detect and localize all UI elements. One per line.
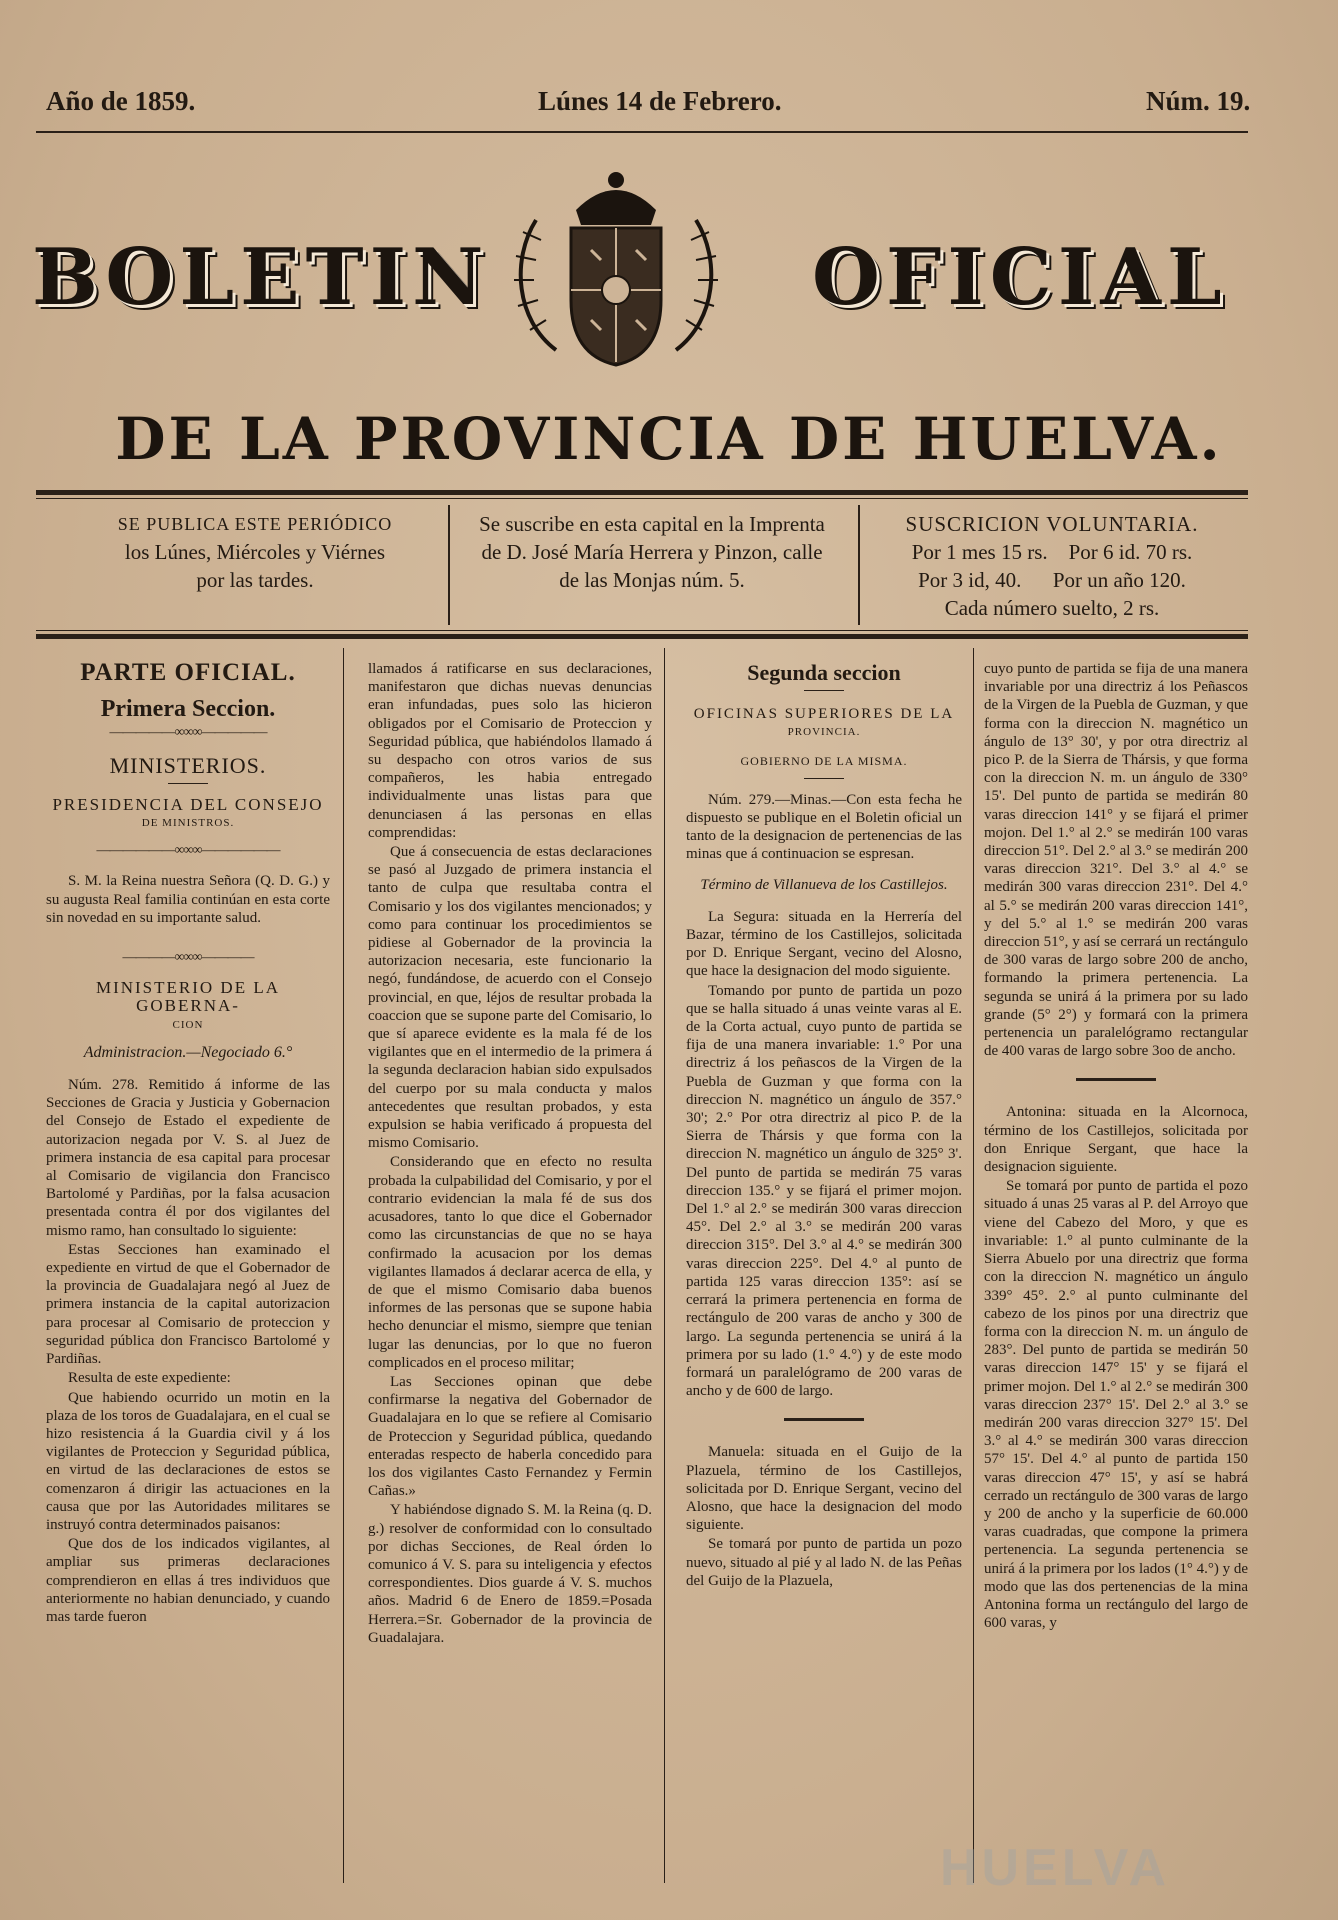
section-heading: Segunda seccion: [747, 660, 901, 685]
info-subscription-place: [452, 510, 852, 628]
info-center-line: Se suscribe en esta capital en la Imprenta: [479, 512, 825, 536]
info-divider: [858, 505, 860, 625]
info-publication: [70, 510, 440, 628]
masthead-topline: [0, 86, 1338, 126]
section-heading: MINISTERIOS.: [109, 752, 267, 778]
column-divider: [343, 648, 344, 1883]
section-heading: Primera Seccion.: [100, 696, 276, 723]
column-divider: [973, 648, 974, 1883]
info-right-line: Por 1 mes 15 rs. Por 6 id. 70 rs.: [911, 540, 1193, 564]
article-paragraph: Resulta de este expediente:: [68, 1370, 231, 1387]
issue-date: Lúnes 14 de Febrero.: [538, 86, 782, 116]
info-right-line: Por 3 id, 40. Por un año 120.: [918, 568, 1186, 592]
info-center-line: de las Monjas núm. 5.: [559, 568, 745, 592]
article-paragraph: Manuela: situada en el Guijo de la Plazuela, término de los Castillejos, solicitada por D. Enrique Sergant, vecino del Alosno, que hace la designacion del modo siguiente.: [686, 1444, 962, 1534]
column-divider: [664, 648, 665, 1883]
article-paragraph: La Segura: situada en la Herrería del Bazar, término de los Castillejos, solicitada por D. Enrique Sergant, vecino del Alosno, que hace la designacion del modo siguiente.: [686, 908, 962, 980]
article-paragraph: S. M. la Reina nuestra Señora (Q. D. G.) y su augusta Real familia continúan en esta corte sin novedad en su importante salud.: [46, 873, 330, 926]
ornament: —————∞∞∞—————: [109, 725, 267, 741]
short-rule: [804, 690, 844, 691]
section-separator: [1076, 1078, 1156, 1081]
info-bottom-rule: [36, 634, 1248, 639]
department-heading: OFICINAS SUPERIORES DE LA: [693, 706, 955, 723]
issue-year: Año de 1859.: [46, 86, 196, 116]
subtitle: DE LA PROVINCIA DE HUELVA.: [115, 405, 1223, 473]
column-3: [686, 660, 962, 1591]
info-center-line: de D. José María Herrera y Pinzon, calle: [481, 540, 823, 564]
ornament: ——————∞∞∞——————: [96, 843, 280, 859]
info-subscription-prices: [862, 510, 1242, 628]
short-rule: [804, 778, 844, 779]
department-heading: PRESIDENCIA DEL CONSEJO: [52, 794, 324, 814]
info-left-line: los Lúnes, Miércoles y Viérnes: [124, 540, 386, 564]
article-paragraph: Se tomará por punto de partida el pozo situado á unas 25 varas al P. del Arroyo que viene del Cabezo del Moro, y que es invariable: 1.° al punto culminante de la Sierra Abuelo por una directriz que forma con la direccion N. magnético un ángulo 339° 45°. 2.° al punto culminante del cabezo de los pinos por una directriz que forma con la direccion N. m. un ángulo de 283°. Del punto de partida se medirán 50 varas direccion 147° 15' y se fijará el primer mojon. Del 1.° al 2.° se medirán 300 varas direccion 237° 15'. Del 2.° al 3.° se medirán 200 varas direccion 327° 15'. Del 3.° al 4.° se medirán 300 varas direccion 57° 15'. Del 4.° al punto de partida 150 varas direccion 47° 15', y así se habrá cerrado un rectángulo de 300 varas de largo y 200 de ancho y la superficie de 60.000 varas cuadradas, que compone la primera pertenencia. La segunda pertenencia se unirá á la primera por los lados (1° 4.°) y de modo que las dos pertenencias de la mina Antonina forma un rectángulo del largo de 600 varas, y: [984, 1178, 1249, 1632]
section-separator: [784, 1418, 864, 1421]
administration-line: Administracion.—Negociado 6.°: [83, 1043, 293, 1061]
article-paragraph: Que á consecuencia de estas declaraciones se pasó al Juzgado de primera instancia el tanto de culpa que resultaba contra el Comisario y los dos vigilantes mencionados; y como para continuar los procedimientos se pidiese al Gobernador de la provincia la autorizacion necesaria, este funcionario la negó, fundándose, de acuerdo con el Consejo provincial, en que, léjos de resultar probada la coaccion que se supone parte del Comisario, lo que sí aparece evidente es la mala fé de los vigilantes que en el intermedio de la primera á la segunda declaracion habian sido expulsados del cuerpo por su mala conducta y malos antecedentes que resultan probados, y esta expulsion se habia verificado á propuesta del mismo Comisario.: [368, 844, 652, 1152]
info-left-line: SE PUBLICA ESTE PERIÓDICO: [117, 514, 393, 534]
title-right: OFICIAL: [812, 232, 1228, 323]
article-paragraph: Las Secciones opinan que debe confirmarse la negativa del Gobernador de Guadalajara en lo que se refiere al Comisario de Proteccion y Seguridad pública, quedando enteradas respecto de haberla concedido para los dos vigilantes Casto Fernandez y Fermin Cañas.»: [368, 1373, 652, 1500]
article-paragraph: Que dos de los indicados vigilantes, al ampliar sus primeras declaraciones comprendieron en ellas á tres individuos que anteriormente no habian denunciado, y cuando mas tarde fueron: [46, 1536, 330, 1625]
column-4: [984, 660, 1248, 1633]
article-paragraph: Que habiendo ocurrido un motin en la plaza de los toros de Guadalajara, en el cual se hizo resistencia á la Guardia civil y á los vigilantes de Proteccion y Seguridad pública, en virtud de las declaraciones de estos se comenzaron á dirigir las actuaciones en la causa que por las Autoridades militares se instruyó contra determinados paisanos:: [46, 1389, 330, 1533]
article-paragraph: llamados á ratificarse en sus declaraciones, manifestaron que dichas nuevas denuncias eran infundadas, pues solo las hicieron obligados por el Comisario de Proteccion y Seguridad pública, que habiéndolos llamado á su despacho con otros varios de sus compañeros, les habia entregado individualmente unas listas para que denunciasen á las personas en ellas comprendidas:: [368, 661, 652, 841]
article-paragraph: Núm. 278. Remitido á informe de las Secciones de Gracia y Justicia y Gobernacion del Consejo de Estado el expediente de autorizacion negada por V. S. al Juez de primera instancia de esa capital para procesar al Comisario de vigilancia don Francisco Bartolomé y Pardiñas, por la falsa acusacion presentada contra él por dos vigilantes del mismo ramo, han consultado lo siguiente:: [46, 1077, 330, 1239]
info-left-line: por las tardes.: [196, 568, 314, 592]
locality-heading: Término de Villanueva de los Castillejos.: [700, 876, 948, 893]
short-rule: [168, 783, 208, 784]
info-divider: [448, 505, 450, 625]
article-paragraph: Considerando que en efecto no resulta probada la culpabilidad del Comisario, y por el contrario evidencian la mala fé de sus dos acusadores, tanto lo que dice el Gobernador como las circunstancias de que no se haya confirmado la acusacion por los demas vigilantes llamados á declarar acerca de ella, y de que el mismo Comisario daba buenos informes de las personas que se supone habia hecho denunciar el mismo, siempre que tenian lugar las denuncias, por lo que no fueron complicados en el proceso militar;: [368, 1154, 652, 1371]
info-top-rule-thin: [36, 498, 1248, 499]
coat-of-arms-icon: [496, 150, 736, 390]
top-rule: [36, 131, 1248, 133]
column-2: [368, 660, 652, 1648]
info-bottom-rule-thin: [36, 630, 1248, 631]
department-subheading: GOBIERNO DE LA MISMA.: [740, 753, 908, 768]
department-subheading: DE MINISTROS.: [141, 817, 235, 830]
article-paragraph: Y habiéndose dignado S. M. la Reina (q. D. g.) resolver de conformidad con lo consultado por dichas Secciones, de Real órden lo comunico á V. S. para su inteligencia y efectos correspondientes. Dios guarde á V. S. muchos años. Madrid 6 de Enero de 1859.=Posada Herrera.=Sr. Gobernador de la provincia de Guadalajara.: [368, 1502, 652, 1646]
info-right-line: Cada número suelto, 2 rs.: [944, 596, 1160, 620]
archive-watermark: HUELVA: [940, 1839, 1171, 1897]
issue-number: Núm. 19.: [1146, 86, 1251, 116]
info-right-title: SUSCRICION VOLUNTARIA.: [905, 512, 1199, 536]
article-paragraph: Antonina: situada en la Alcornoca, término de los Castillejos, solicitada por don Enrique Sergant, que hace la designacion siguiente.: [984, 1104, 1248, 1176]
title-left: BOLETIN: [32, 232, 490, 323]
info-top-rule: [36, 490, 1248, 495]
section-heading: PARTE OFICIAL.: [80, 659, 296, 686]
article-paragraph: cuyo punto de partida se fija de una manera invariable por una directriz á los Peñascos de la Virgen de la Puebla de Guzman, y que forma con la direccion N. magnético un ángulo de 13° 30', y por otra directriz al pico P. de la Sierra de Thársis, y que forma con la direccion N. m. un ángulo de 330° 15'. Del punto de partida se medirán 80 varas direccion 141° y se fijará el primer mojon. Del 1.° al 2.° se medirán 100 varas direccion 51°. Del 2.° al 3.° se medirán 200 varas direccion 321°. Del 3.° al 4.° se medirán 300 varas direccion 231°. Del 4.° al 5.° se medirán 200 varas direccion 141°, y del 5.° al 1.° se medirán 200 varas direccion 51°, y así se cerrará un rectángulo de 300 varas de largo sobre 200 de ancho, formando la primera pertenencia. La segunda se unirá á la primera por su lado grande (5° 2°) y formará con la primera pertenencia un paralelógramo rectangular de 400 varas de largo sobre 3oo de ancho.: [984, 661, 1248, 1060]
article-paragraph: Estas Secciones han examinado el expediente en virtud de que el Gobernador de la provincia de Guadalajara negó al Juez de primera instancia de la capital autorizacion para procesar al Comisario de proteccion y seguridad pública don Francisco Bartolomé y Pardiñas.: [46, 1241, 330, 1368]
article-paragraph: Núm. 279.—Minas.—Con esta fecha he dispuesto se publique en el Boletin oficial un tanto de la designacion de pertenencias de las minas que á continuacion se espresan.: [686, 791, 962, 863]
ornament: ————∞∞∞————: [122, 950, 254, 966]
article-paragraph: Se tomará por punto de partida un pozo nuevo, situado al pié y al lado N. de las Peñas del Guijo de la Plazuela,: [686, 1536, 962, 1589]
department-subheading: PROVINCIA.: [787, 726, 861, 739]
article-paragraph: Tomando por punto de partida un pozo que se halla situado á unas veinte varas al E. de la Corta actual, cuyo punto de partida se fija de una manera invariable: 1.° Por una directriz á los peñascos de la Virgen de la Puebla de Guzman y que forma con la direccion N. magnético un ángulo de 357.° 30'; 2.° Por otra directriz al pico P. de la Sierra de Thársis y que forma con la direccion N. magnético un ángulo de 325° 3'. Del punto de partida se medirán 75 varas direccion 135.° y se fijará el primer mojon. Del 1.° al 2.° se medirán 300 varas direccion 45°. Del 2.° al 3.° se medirán 200 varas direccion 315°. Del 3.° al 4.° se medirán 300 varas direccion 225°. Del 4.° al punto de partida 125 varas direccion 135°: así se cerrará la primera pertenencia en forma de rectángulo de 200 varas de ancho y 300 de largo. La segunda pertenencia se unirá á la primera por su lado (1.° 4.°) y de este modo formará un paralelógramo de 200 varas de ancho y de 600 de largo.: [686, 982, 962, 1400]
department-subheading: CION: [172, 1018, 204, 1031]
department-heading: MINISTERIO DE LA GOBERNA-: [95, 978, 281, 1016]
column-1: [46, 660, 330, 1627]
